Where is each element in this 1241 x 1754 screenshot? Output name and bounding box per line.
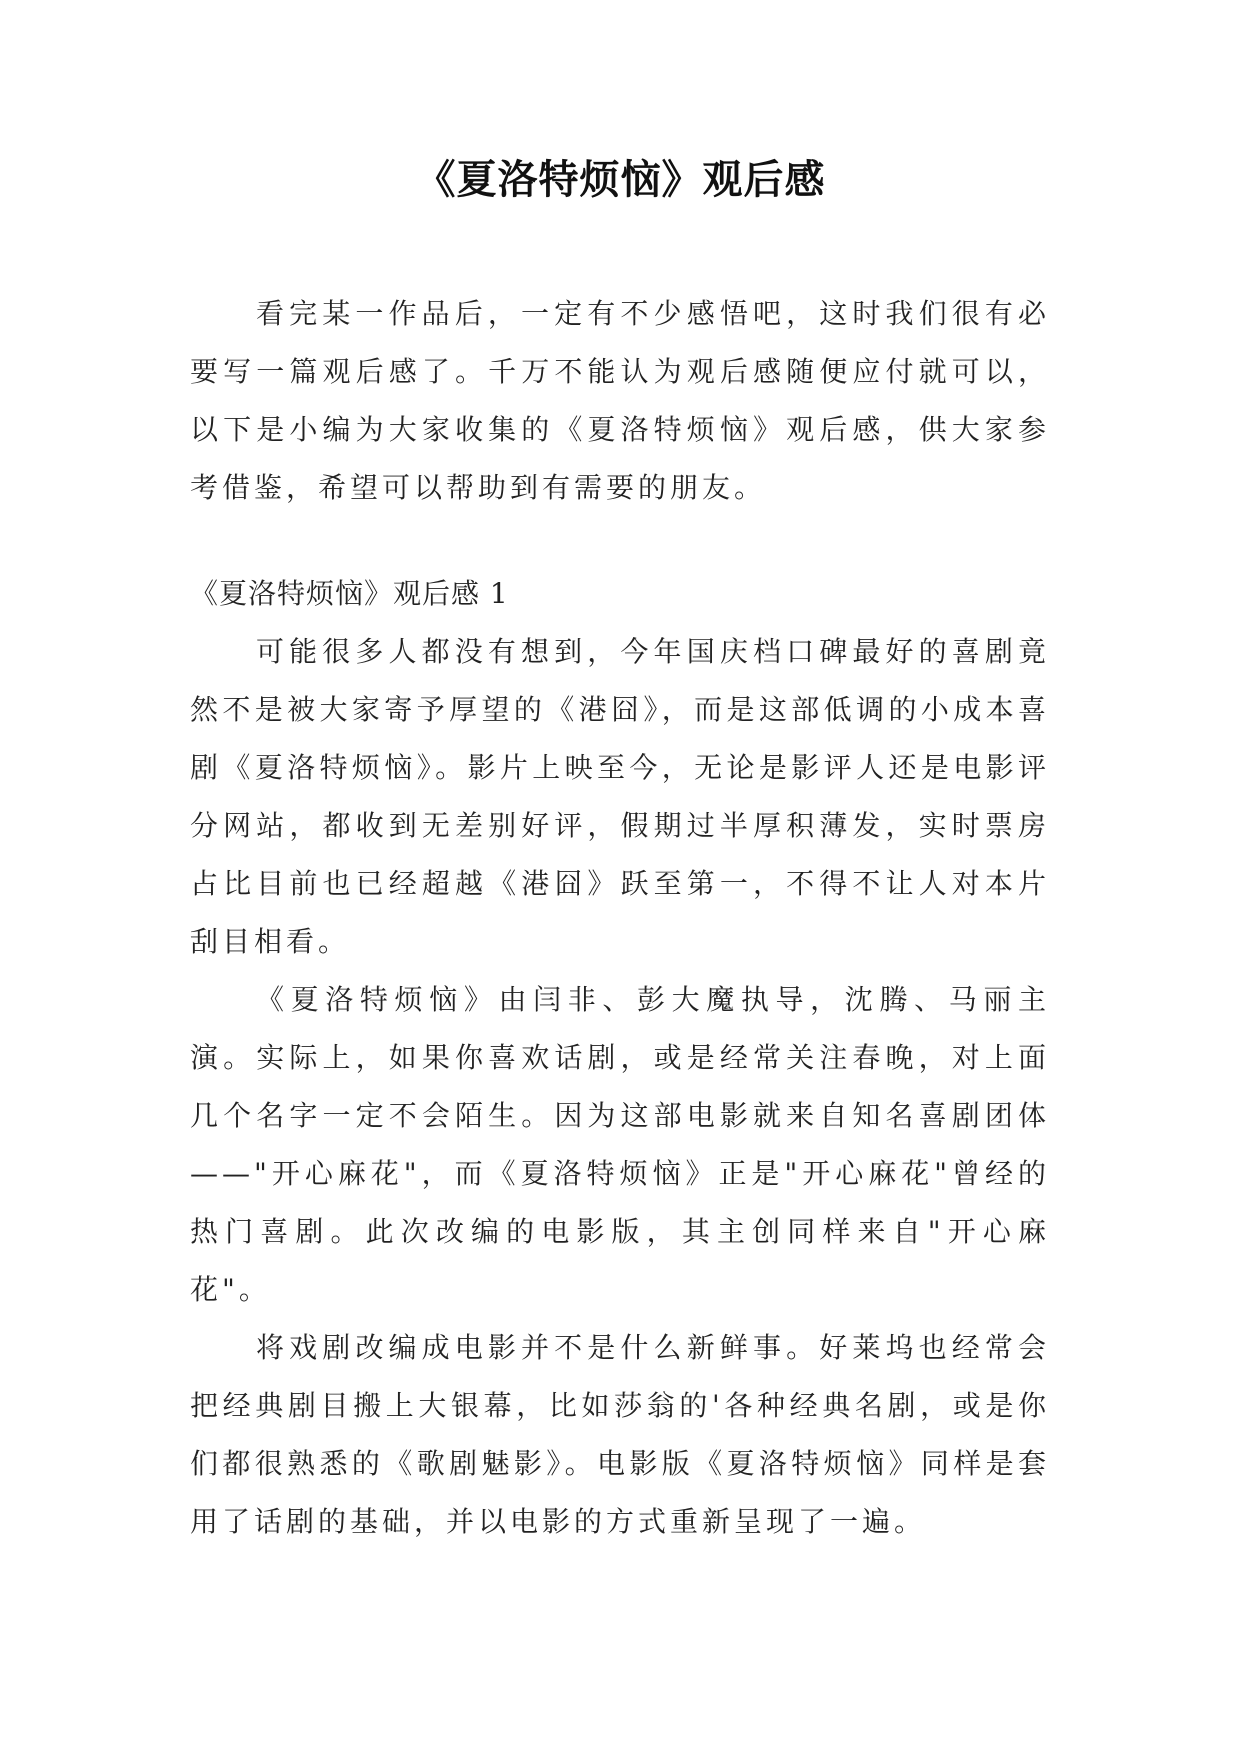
intro-paragraph: 看完某一作品后，一定有不少感悟吧，这时我们很有必要写一篇观后感了。千万不能认为观后感随便应付就可以，以下是小编为大家收集的《夏洛特烦恼》观后感，供大家参考借鉴，希望可以帮助到有需要的朋友。 [190, 297, 1050, 504]
body-paragraph-2: 《夏洛特烦恼》由闫非、彭大魔执导，沈腾、马丽主演。实际上，如果你喜欢话剧，或是经常关注春晚，对上面几个名字一定不会陌生。因为这部电影就来自知名喜剧团体——"开心麻花"，而《夏洛特烦恼》正是"开心麻花"曾经的热门喜剧。此次改编的电影版，其主创同样来自"开心麻花"。 [190, 983, 1050, 1306]
body-paragraph-3: 将戏剧改编成电影并不是什么新鲜事。好莱坞也经常会把经典剧目搬上大银幕，比如莎翁的'各种经典名剧，或是你们都很熟悉的《歌剧魅影》。电影版《夏洛特烦恼》同样是套用了话剧的基础，并以电影的方式重新呈现了一遍。 [190, 1331, 1050, 1538]
body-paragraph-1: 可能很多人都没有想到，今年国庆档口碑最好的喜剧竟然不是被大家寄予厚望的《港囧》，而是这部低调的小成本喜剧《夏洛特烦恼》。影片上映至今，无论是影评人还是电影评分网站，都收到无差别好评，假期过半厚积薄发，实时票房占比目前也已经超越《港囧》跃至第一，不得不让人对本片刮目相看。 [190, 635, 1050, 958]
document-title: 《夏洛特烦恼》观后感 [415, 157, 826, 203]
document-body [190, 285, 1050, 1551]
section-heading: 《夏洛特烦恼》观后感 1 [190, 577, 509, 610]
